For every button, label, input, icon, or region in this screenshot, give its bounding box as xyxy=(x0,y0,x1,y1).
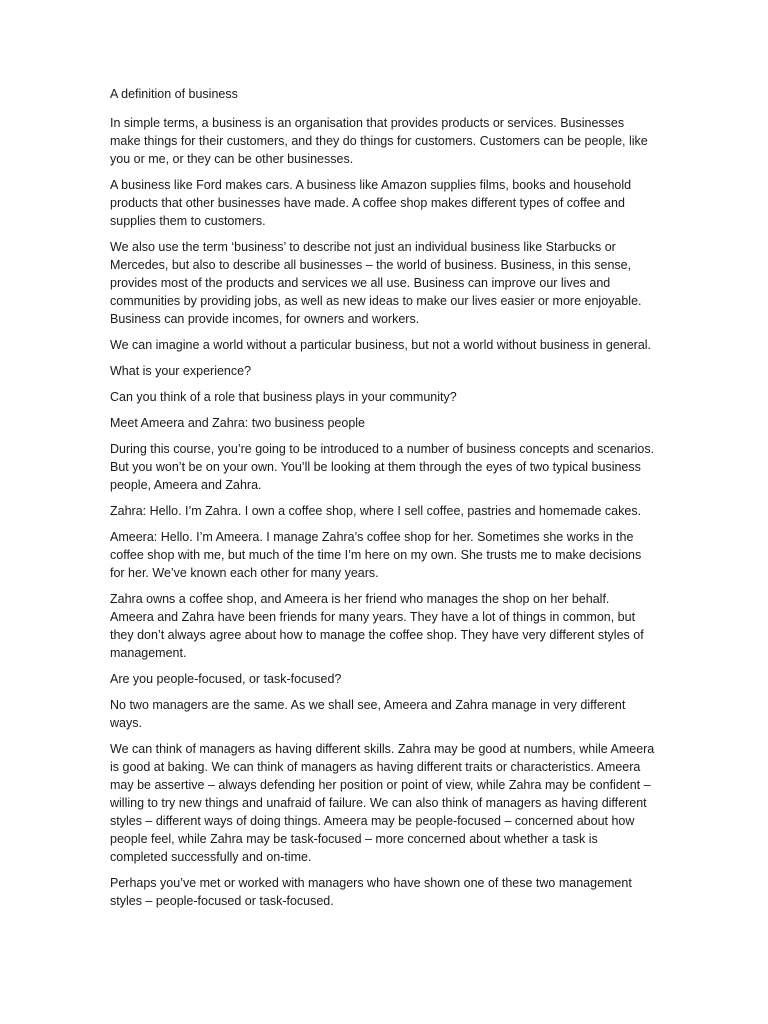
paragraph-imagine-world: We can imagine a world without a particular business, but not a world without business in general. xyxy=(110,338,652,352)
paragraph-management-styles: Perhaps you’ve met or worked with managers who have shown one of these two management styles – people-focused or task-focused. xyxy=(110,876,632,908)
section-heading-definition: A definition of business xyxy=(110,87,238,101)
question-community-role: Can you think of a role that business plays in your community? xyxy=(110,390,457,404)
question-experience: What is your experience? xyxy=(110,364,252,378)
paragraph-manager-skills: We can think of managers as having different skills. Zahra may be good at numbers, while Ameera is good at baking. We can think of managers as having different traits or characteristics. Ameera may be assertive – always defending her position or point of view, while Zahra may be confident – willing to try new things and unafraid of failure. We can also think of managers as having different styles – different ways of doing things. Ameera may be people-focused – concerned about how people feel, while Zahra may be task-focused – more concerned about whether a task is completed successfully and on-time. xyxy=(110,742,655,864)
paragraph-term-business: We also use the term ‘business’ to describe not just an individual business like Starbucks or Mercedes, but also to describe all businesses – the world of business. Business, in this sense, provides most of the products and services we all use. Business can improve our lives and communities by providing jobs, as well as new ideas to make our lives easier or more enjoyable. Business can provide incomes, for owners and workers. xyxy=(110,240,642,326)
document-page xyxy=(110,85,655,918)
paragraph-course-intro: During this course, you’re going to be introduced to a number of business concepts and scenarios. But you won’t be on your own. You’ll be looking at them through the eyes of two typical business people, Ameera and Zahra. xyxy=(110,442,655,492)
paragraph-business-examples: A business like Ford makes cars. A business like Amazon supplies films, books and household products that other businesses have made. A coffee shop makes different types of coffee and supplies them to customers. xyxy=(110,178,632,228)
paragraph-simple-terms: In simple terms, a business is an organisation that provides products or services. Businesses make things for their customers, and they do things for customers. Customers can be people, like you or me, or they can be other businesses. xyxy=(110,116,648,166)
dialogue-ameera: Ameera: Hello. I’m Ameera. I manage Zahra’s coffee shop for her. Sometimes she works in the coffee shop with me, but much of the time I’m here on my own. She trusts me to make decisions for her. We’ve known each other for many years. xyxy=(110,530,642,580)
dialogue-zahra: Zahra: Hello. I’m Zahra. I own a coffee shop, where I sell coffee, pastries and homemade cakes. xyxy=(110,504,642,518)
paragraph-friends: Zahra owns a coffee shop, and Ameera is her friend who manages the shop on her behalf. Ameera and Zahra have been friends for many years. They have a lot of things in common, but they don’t always agree about how to manage the coffee shop. They have very different styles of management. xyxy=(110,592,644,660)
paragraph-no-two-managers: No two managers are the same. As we shall see, Ameera and Zahra manage in very different ways. xyxy=(110,698,626,730)
section-heading-focus: Are you people-focused, or task-focused? xyxy=(110,672,342,686)
section-heading-meet: Meet Ameera and Zahra: two business people xyxy=(110,416,366,430)
